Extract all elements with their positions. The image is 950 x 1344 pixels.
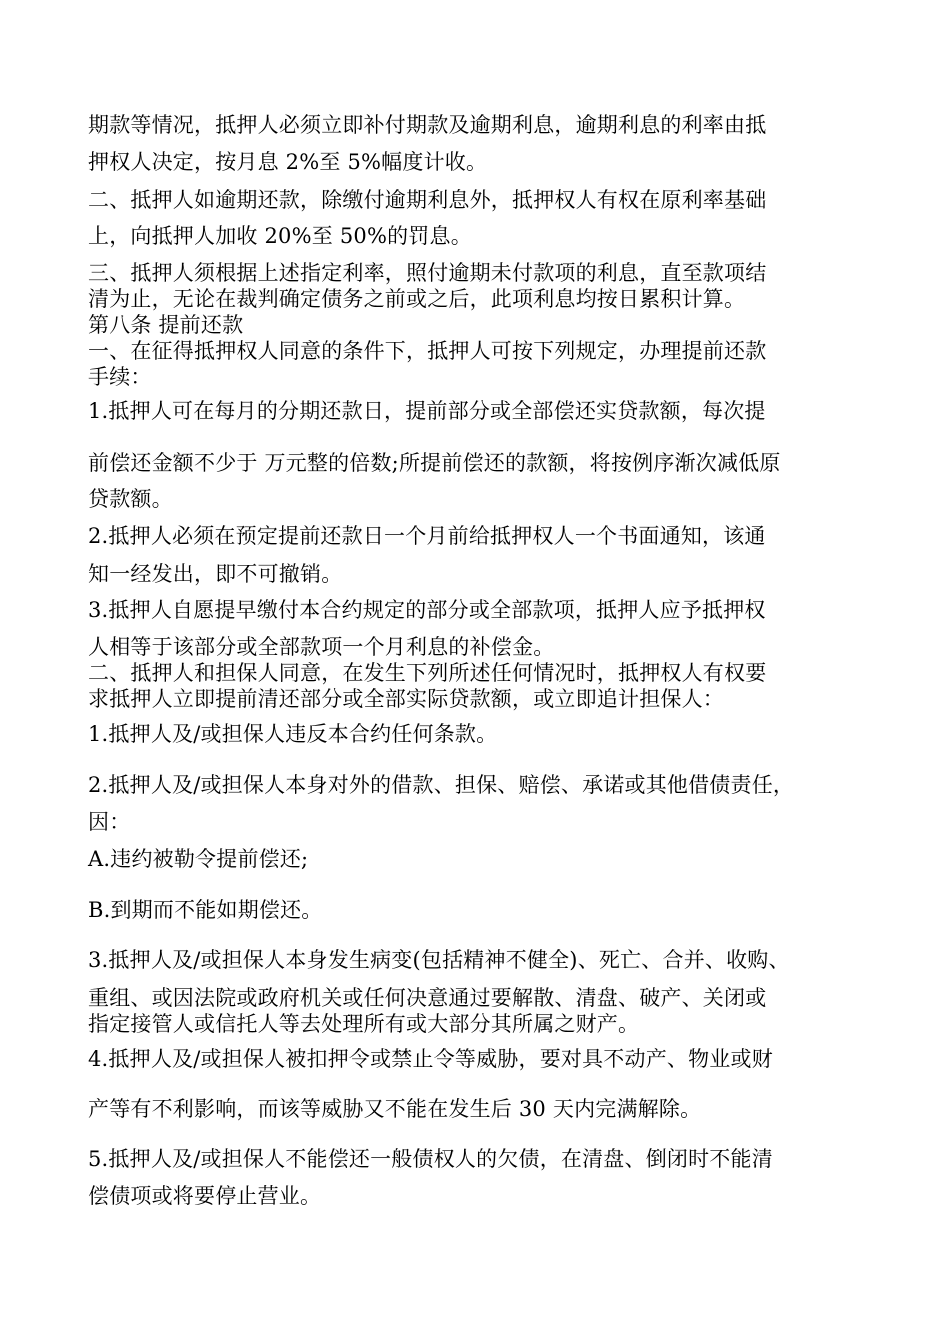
section-heading: 第八条 提前还款 — [88, 313, 244, 337]
text-line: 手续： — [88, 365, 152, 389]
text-line: 一、在征得抵押权人同意的条件下，抵押人可按下列规定，办理提前还款 — [88, 339, 767, 363]
text-line: 指定接管人或信托人等去处理所有或大部分其所属之财产。 — [88, 1012, 640, 1036]
text-line: 上，向抵押人加收 20%至 50%的罚息。 — [88, 224, 472, 248]
text-line: 清为止，无论在裁判确定债务之前或之后，此项利息均按日累积计算。 — [88, 287, 746, 311]
text-line: 产等有不利影响，而该等威胁又不能在发生后 30 天内完满解除。 — [88, 1097, 702, 1121]
text-line: 知一经发出，即不可撤销。 — [88, 562, 343, 586]
text-line: 求抵押人立即提前清还部分或全部实际贷款额，或立即追计担保人： — [88, 687, 724, 711]
text-line: 二、抵押人如逾期还款，除缴付逾期利息外，抵押权人有权在原利率基础 — [88, 188, 767, 212]
text-line: 1.抵押人可在每月的分期还款日，提前部分或全部偿还实贷款额，每次提 — [88, 399, 766, 423]
text-line: 3.抵押人及/或担保人本身发生病变(包括精神不健全)、死亡、合并、收购、 — [88, 948, 790, 972]
text-line: 贷款额。 — [88, 487, 173, 511]
document-page — [88, 0, 878, 1344]
text-line: B.到期而不能如期偿还。 — [88, 898, 323, 922]
text-line: 前偿还金额不少于 万元整的倍数;所提前偿还的款额，将按例序渐次减低原 — [88, 451, 781, 475]
text-line: 期款等情况，抵押人必须立即补付期款及逾期利息，逾期利息的利率由抵 — [88, 113, 767, 137]
text-line: 2.抵押人及/或担保人本身对外的借款、担保、赔偿、承诺或其他借债责任， — [88, 773, 795, 797]
text-line: 人相等于该部分或全部款项一个月利息的补偿金。 — [88, 635, 555, 659]
text-line: 二、抵押人和担保人同意，在发生下列所述任何情况时，抵押权人有权要 — [88, 661, 767, 685]
text-line: 3.抵押人自愿提早缴付本合约规定的部分或全部款项，抵押人应予抵押权 — [88, 598, 766, 622]
text-line: 2.抵押人必须在预定提前还款日一个月前给抵押权人一个书面通知，该通 — [88, 524, 766, 548]
text-line: 押权人决定，按月息 2%至 5%幅度计收。 — [88, 150, 488, 174]
text-line: 三、抵押人须根据上述指定利率，照付逾期未付款项的利息，直至款项结 — [88, 261, 767, 285]
text-line: A.违约被勒令提前偿还; — [88, 847, 309, 871]
text-line: 5.抵押人及/或担保人不能偿还一般债权人的欠债，在清盘、倒闭时不能清 — [88, 1147, 773, 1171]
text-line: 1.抵押人及/或担保人违反本合约任何条款。 — [88, 722, 498, 746]
text-line: 偿债项或将要停止营业。 — [88, 1184, 322, 1208]
text-line: 因： — [88, 810, 131, 834]
text-line: 重组、或因法院或政府机关或任何决意通过要解散、清盘、破产、关闭或 — [88, 986, 767, 1010]
text-line: 4.抵押人及/或担保人被扣押令或禁止令等威胁，要对具不动产、物业或财 — [88, 1047, 773, 1071]
